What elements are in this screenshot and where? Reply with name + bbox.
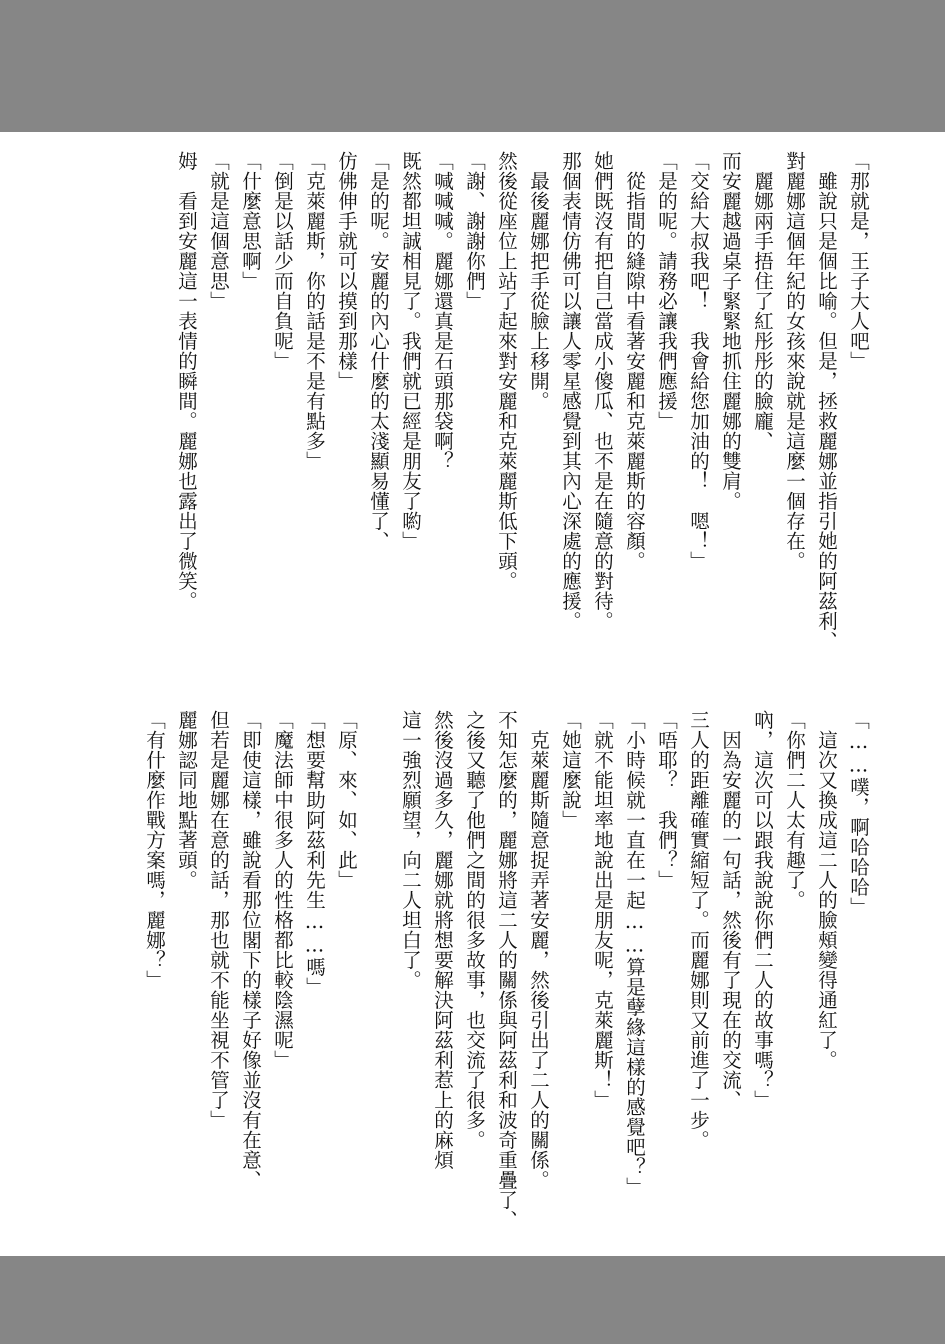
text-line: 三人的距離確實縮短了。而麗娜則又前進了一步。 xyxy=(687,710,710,1150)
text-line: 「你們二人太有趣了。 xyxy=(783,710,806,910)
text-line: 既然都坦誠相見了。我們就已經是朋友了喲」 xyxy=(399,151,422,551)
text-line: 雖說只是個比喻。但是，拯救麗娜並指引她的阿茲利、 xyxy=(815,151,838,651)
text-line: 「原、來、如、此」 xyxy=(335,710,358,890)
text-line: 「什麼意思啊」 xyxy=(239,151,262,291)
text-line: 從指間的縫隙中看著安麗和克萊麗斯的容顏。 xyxy=(623,151,646,571)
text-line: 「她這麼說」 xyxy=(559,710,582,830)
text-line: 「交給大叔我吧！ 我會給您加油的！ 嗯！」 xyxy=(687,151,710,571)
text-line: 「唔耶？ 我們？」 xyxy=(655,710,678,890)
text-line: 「魔法師中很多人的性格都比較陰濕呢」 xyxy=(271,710,294,1070)
text-line: 然後沒過多久，麗娜就將想要解決阿茲利惹上的麻煩 xyxy=(431,710,454,1170)
text-line: 仿佛伸手就可以摸到那樣」 xyxy=(335,151,358,391)
text-line: 「就不能坦率地說出是朋友呢，克萊麗斯！」 xyxy=(591,710,614,1110)
text-line: 之後又聽了他們之間的很多故事，也交流了很多。 xyxy=(463,710,486,1150)
top-gray-band xyxy=(0,0,945,132)
text-line: 「即使這樣，雖說看那位閣下的樣子好像並沒有在意、 xyxy=(239,710,262,1190)
text-line: 吶，這次可以跟我說說你們二人的故事嗎？」 xyxy=(751,710,774,1110)
text-line: 這次又換成這二人的臉頰變得通紅了。 xyxy=(815,710,838,1070)
text-line: 然後從座位上站了起來對安麗和克萊麗斯低下頭。 xyxy=(495,151,518,591)
text-line: 「喊喊喊。麗娜還真是石頭那袋啊？ xyxy=(431,151,454,471)
text-line: 「小時候就一直在一起……算是孽緣這樣的感覺吧？」 xyxy=(623,710,646,1197)
text-line: 姆 看到安麗這一表情的瞬間。麗娜也露出了微笑。 xyxy=(175,151,198,611)
text-line: 克萊麗斯隨意捉弄著安麗，然後引出了二人的關係。 xyxy=(527,710,550,1190)
text-line: 對麗娜這個年紀的女孩來說就是這麼一個存在。 xyxy=(783,151,806,571)
text-line: 這一強烈願望，向二人坦白了。 xyxy=(399,710,422,990)
text-line: 而安麗越過桌子緊緊地抓住麗娜的雙肩。 xyxy=(719,151,742,511)
text-line: 「就是這個意思」 xyxy=(207,151,230,311)
text-line: 因為安麗的一句話，然後有了現在的交流、 xyxy=(719,710,742,1110)
text-line: 「那就是，王子大人吧」 xyxy=(847,151,870,371)
text-line: 那個表情仿佛可以讓人零星感覺到其內心深處的應援。 xyxy=(559,151,582,631)
text-line: 「倒是以話少而自負呢」 xyxy=(271,151,294,371)
text-line: 「……噗，啊哈哈哈」 xyxy=(847,710,870,917)
text-line: 「是的呢。請務必讓我們應援」 xyxy=(655,151,678,431)
text-line: 麗娜認同地點著頭。 xyxy=(175,710,198,890)
text-line: 「謝、謝謝你們」 xyxy=(463,151,486,311)
text-line: 麗娜兩手捂住了紅彤彤的臉龐、 xyxy=(751,151,774,451)
text-line: 「想要幫助阿茲利先生……嗎」 xyxy=(303,710,326,997)
text-line: 「有什麼作戰方案嗎，麗娜？」 xyxy=(143,710,166,990)
blank-line xyxy=(366,710,391,1270)
text-line: 她們既沒有把自己當成小傻瓜、也不是在隨意的對待。 xyxy=(591,151,614,631)
text-line: 「是的呢。安麗的內心什麼的太淺顯易懂了、 xyxy=(367,151,390,551)
text-line: 不知怎麼的，麗娜將這二人的關係與阿茲利和波奇重疊了、 xyxy=(495,710,518,1230)
text-line: 但若是麗娜在意的話，那也就不能坐視不管了」 xyxy=(207,710,230,1130)
upper-text-block xyxy=(174,151,871,711)
text-line: 「克萊麗斯，你的話是不是有點多」 xyxy=(303,151,326,471)
text-line: 最後麗娜把手從臉上移開。 xyxy=(527,151,550,411)
lower-text-block xyxy=(142,710,871,1270)
